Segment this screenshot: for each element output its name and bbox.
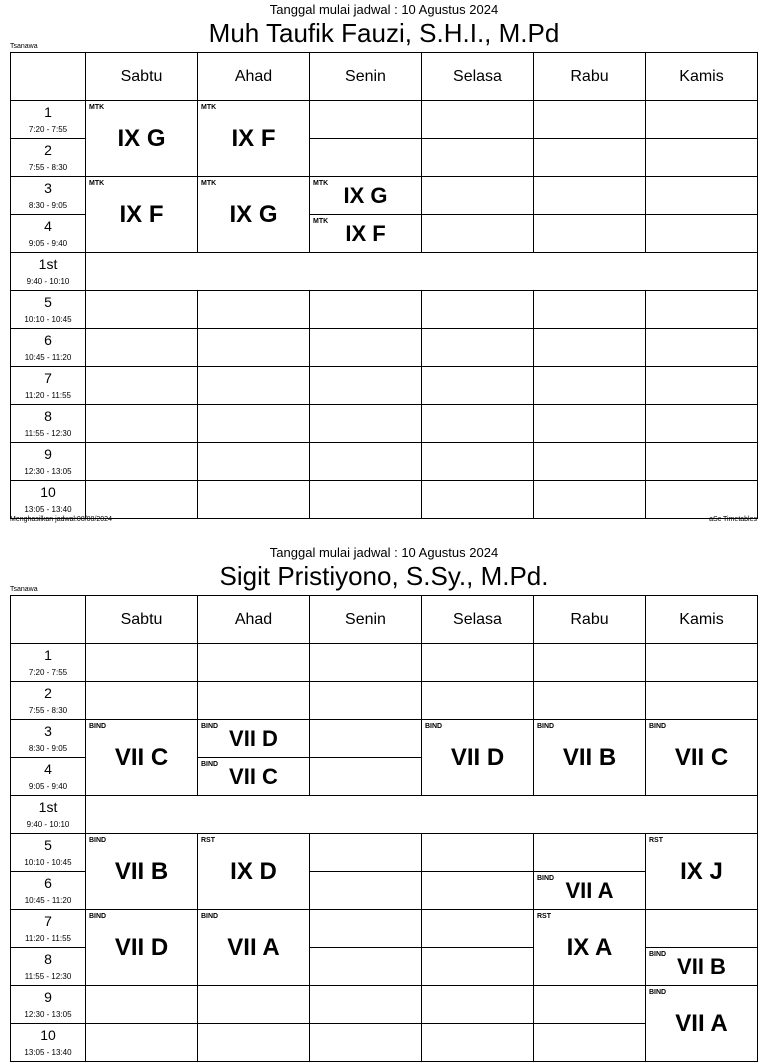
class-name: IX A [566,933,613,961]
period-number: 2 [44,142,52,158]
period-label-cell [11,758,86,796]
subject-code: MTK [313,218,329,225]
class-name: VII A [565,877,614,903]
period-time: 10:45 - 11:20 [24,353,72,362]
class-name: VII B [114,857,169,885]
period-row [11,405,758,443]
empty-slot [198,1024,310,1062]
period-number: 8 [44,951,52,967]
subject-code: MTK [313,180,329,187]
empty-slot [534,644,646,682]
period-time: 13:05 - 13:40 [24,1048,72,1057]
software-credit-footer: aSc Timetables [709,516,757,523]
class-name: IX G [117,124,166,152]
class-name: VII A [675,1009,728,1037]
class-name: VII D [229,725,278,751]
subject-code: BIND [89,913,107,920]
empty-slot [86,443,198,481]
subject-code: BIND [201,723,219,730]
lesson-cell [198,834,310,910]
empty-slot [534,101,646,139]
period-time: 11:20 - 11:55 [25,934,71,943]
period-time: 8:30 - 9:05 [28,744,68,753]
lesson-cell [422,720,534,796]
period-number: 3 [44,180,52,196]
subject-code: BIND [649,723,667,730]
empty-slot [422,481,534,519]
day-header: Selasa [422,596,534,644]
period-number: 2 [44,685,52,701]
period-label-cell [11,101,86,139]
period-row [11,177,758,215]
empty-slot [646,910,758,948]
empty-slot [422,872,534,910]
lesson-cell [86,720,198,796]
day-header-row [11,53,758,101]
class-name: IX D [230,857,277,885]
period-number: 1st [38,799,58,815]
break-cell [86,253,758,291]
day-header: Rabu [534,596,646,644]
class-name: VII D [114,933,169,961]
empty-slot [198,682,310,720]
period-row [11,329,758,367]
period-label-cell [11,796,86,834]
empty-slot [422,329,534,367]
period-row [11,481,758,519]
empty-slot [422,1024,534,1062]
empty-slot [646,101,758,139]
period-number: 10 [40,1027,56,1043]
period-label-cell [11,1024,86,1062]
empty-slot [198,367,310,405]
empty-slot [646,682,758,720]
period-label-cell [11,405,86,443]
period-time: 12:30 - 13:05 [24,1010,72,1019]
empty-slot [534,405,646,443]
empty-slot [310,329,422,367]
period-time: 9:05 - 9:40 [28,782,68,791]
period-label-cell [11,215,86,253]
lesson-cell [198,758,310,796]
empty-slot [310,986,422,1024]
class-name: VII C [674,743,729,771]
empty-slot [422,834,534,872]
period-number: 1 [44,647,52,663]
lesson-cell [198,101,310,177]
period-time: 13:05 - 13:40 [24,505,72,514]
period-label-cell [11,834,86,872]
day-header: Kamis [646,53,758,101]
period-number: 4 [44,761,52,777]
empty-slot [198,405,310,443]
timetable-grid [10,52,758,519]
empty-slot [198,329,310,367]
empty-slot [310,758,422,796]
period-number: 3 [44,723,52,739]
generated-date-footer: Menghasilkan jadwal:08/08/2024 [10,516,112,523]
empty-slot [534,986,646,1024]
period-number: 7 [44,913,52,929]
period-number: 1 [44,104,52,120]
period-number: 7 [44,370,52,386]
start-date-label: Tanggal mulai jadwal : 10 Agustus 2024 [269,545,499,560]
period-time: 9:05 - 9:40 [28,239,68,248]
period-time: 10:45 - 11:20 [24,896,72,905]
empty-slot [86,481,198,519]
class-name: VII D [450,743,505,771]
empty-slot [86,291,198,329]
period-number: 9 [44,446,52,462]
lesson-cell [310,215,422,253]
empty-slot [534,329,646,367]
subject-code: BIND [89,723,107,730]
period-time: 11:55 - 12:30 [24,429,72,438]
empty-slot [534,367,646,405]
school-label: Tsanawa [10,43,38,50]
empty-slot [310,481,422,519]
empty-slot [534,481,646,519]
subject-code: RST [537,913,551,920]
teacher-name-title: Sigit Pristiyono, S.Sy., M.Pd. [219,561,549,591]
period-row [11,291,758,329]
empty-slot [534,291,646,329]
period-time: 7:55 - 8:30 [28,163,68,172]
empty-slot [310,644,422,682]
break-cell [86,796,758,834]
empty-slot [310,367,422,405]
period-number: 5 [44,294,52,310]
period-row [11,253,758,291]
day-header-row [11,596,758,644]
day-header: Sabtu [86,53,198,101]
empty-slot [86,367,198,405]
period-time: 7:55 - 8:30 [28,706,68,715]
corner-cell [11,53,86,101]
subject-code: BIND [201,913,219,920]
empty-slot [646,177,758,215]
period-row [11,910,758,948]
empty-slot [310,948,422,986]
lesson-cell [310,177,422,215]
subject-code: BIND [537,875,555,882]
day-header: Kamis [646,596,758,644]
period-row [11,720,758,758]
timetable-grid [10,595,758,1062]
class-name: IX G [343,182,388,208]
subject-code: MTK [89,180,105,187]
empty-slot [646,367,758,405]
period-time: 12:30 - 13:05 [24,467,72,476]
empty-slot [198,443,310,481]
empty-slot [310,291,422,329]
period-label-cell [11,253,86,291]
lesson-cell [86,101,198,177]
empty-slot [198,481,310,519]
lesson-cell [198,720,310,758]
empty-slot [534,215,646,253]
period-time: 10:10 - 10:45 [24,858,72,867]
empty-slot [422,948,534,986]
empty-slot [86,986,198,1024]
empty-slot [646,291,758,329]
class-name: VII B [677,953,726,979]
day-header: Senin [310,596,422,644]
lesson-cell [86,834,198,910]
empty-slot [310,443,422,481]
lesson-cell [646,948,758,986]
period-time: 10:10 - 10:45 [24,315,72,324]
subject-code: MTK [201,104,217,111]
teacher-name-title: Muh Taufik Fauzi, S.H.I., M.Pd [208,18,560,48]
lesson-cell [534,872,646,910]
subject-code: BIND [425,723,443,730]
period-label-cell [11,910,86,948]
start-date-label: Tanggal mulai jadwal : 10 Agustus 2024 [269,2,499,17]
empty-slot [422,644,534,682]
class-name: IX G [229,200,278,228]
empty-slot [534,834,646,872]
day-header: Ahad [198,596,310,644]
class-name: IX F [231,124,276,152]
empty-slot [310,720,422,758]
class-name: IX F [119,200,164,228]
day-header: Rabu [534,53,646,101]
corner-cell [11,596,86,644]
period-number: 9 [44,989,52,1005]
school-label: Tsanawa [10,586,38,593]
empty-slot [86,405,198,443]
lesson-cell [198,177,310,253]
empty-slot [310,1024,422,1062]
period-label-cell [11,443,86,481]
empty-slot [310,834,422,872]
empty-slot [422,405,534,443]
period-label-cell [11,139,86,177]
empty-slot [646,644,758,682]
period-number: 6 [44,875,52,891]
empty-slot [422,910,534,948]
period-label-cell [11,986,86,1024]
empty-slot [646,405,758,443]
empty-slot [198,291,310,329]
empty-slot [86,644,198,682]
class-name: IX J [680,857,723,885]
empty-slot [422,986,534,1024]
period-row [11,644,758,682]
lesson-cell [86,910,198,986]
class-name: IX F [345,220,386,246]
period-number: 1st [38,256,58,272]
empty-slot [310,405,422,443]
period-label-cell [11,291,86,329]
period-time: 8:30 - 9:05 [28,201,68,210]
period-number: 6 [44,332,52,348]
lesson-cell [646,834,758,910]
empty-slot [310,101,422,139]
empty-slot [310,872,422,910]
empty-slot [534,177,646,215]
empty-slot [86,682,198,720]
period-row [11,834,758,872]
empty-slot [646,481,758,519]
period-number: 10 [40,484,56,500]
subject-code: MTK [89,104,105,111]
period-label-cell [11,177,86,215]
empty-slot [534,139,646,177]
period-number: 8 [44,408,52,424]
lesson-cell [198,910,310,986]
empty-slot [86,1024,198,1062]
empty-slot [422,215,534,253]
empty-slot [646,329,758,367]
empty-slot [198,644,310,682]
empty-slot [86,329,198,367]
period-time: 7:20 - 7:55 [28,668,68,677]
empty-slot [198,986,310,1024]
period-row [11,367,758,405]
empty-slot [422,367,534,405]
empty-slot [534,1024,646,1062]
class-name: VII B [562,743,617,771]
period-label-cell [11,329,86,367]
period-time: 9:40 - 10:10 [26,277,70,286]
period-number: 5 [44,837,52,853]
period-row [11,443,758,481]
day-header: Senin [310,53,422,101]
subject-code: BIND [89,837,107,844]
lesson-cell [646,720,758,796]
lesson-cell [86,177,198,253]
subject-code: MTK [201,180,217,187]
empty-slot [422,443,534,481]
empty-slot [646,443,758,481]
period-label-cell [11,644,86,682]
empty-slot [422,101,534,139]
empty-slot [310,139,422,177]
period-label-cell [11,367,86,405]
period-row [11,101,758,139]
period-time: 9:40 - 10:10 [26,820,70,829]
empty-slot [646,215,758,253]
period-label-cell [11,481,86,519]
lesson-cell [534,720,646,796]
period-time: 7:20 - 7:55 [28,125,68,134]
subject-code: BIND [649,951,667,958]
empty-slot [422,682,534,720]
period-row [11,796,758,834]
period-row [11,682,758,720]
empty-slot [646,139,758,177]
period-label-cell [11,948,86,986]
subject-code: BIND [537,723,555,730]
empty-slot [310,910,422,948]
subject-code: BIND [201,761,219,768]
empty-slot [534,682,646,720]
period-row [11,986,758,1024]
subject-code: BIND [649,989,667,996]
class-name: VII C [229,763,278,789]
lesson-cell [534,910,646,986]
empty-slot [422,139,534,177]
day-header: Selasa [422,53,534,101]
period-label-cell [11,720,86,758]
empty-slot [422,177,534,215]
empty-slot [310,682,422,720]
class-name: VII C [114,743,169,771]
day-header: Ahad [198,53,310,101]
empty-slot [534,443,646,481]
period-label-cell [11,872,86,910]
period-time: 11:20 - 11:55 [25,391,71,400]
period-time: 11:55 - 12:30 [24,972,72,981]
period-number: 4 [44,218,52,234]
empty-slot [422,291,534,329]
day-header: Sabtu [86,596,198,644]
period-label-cell [11,682,86,720]
class-name: VII A [227,933,280,961]
subject-code: RST [649,837,663,844]
subject-code: RST [201,837,215,844]
period-row [11,1024,758,1062]
